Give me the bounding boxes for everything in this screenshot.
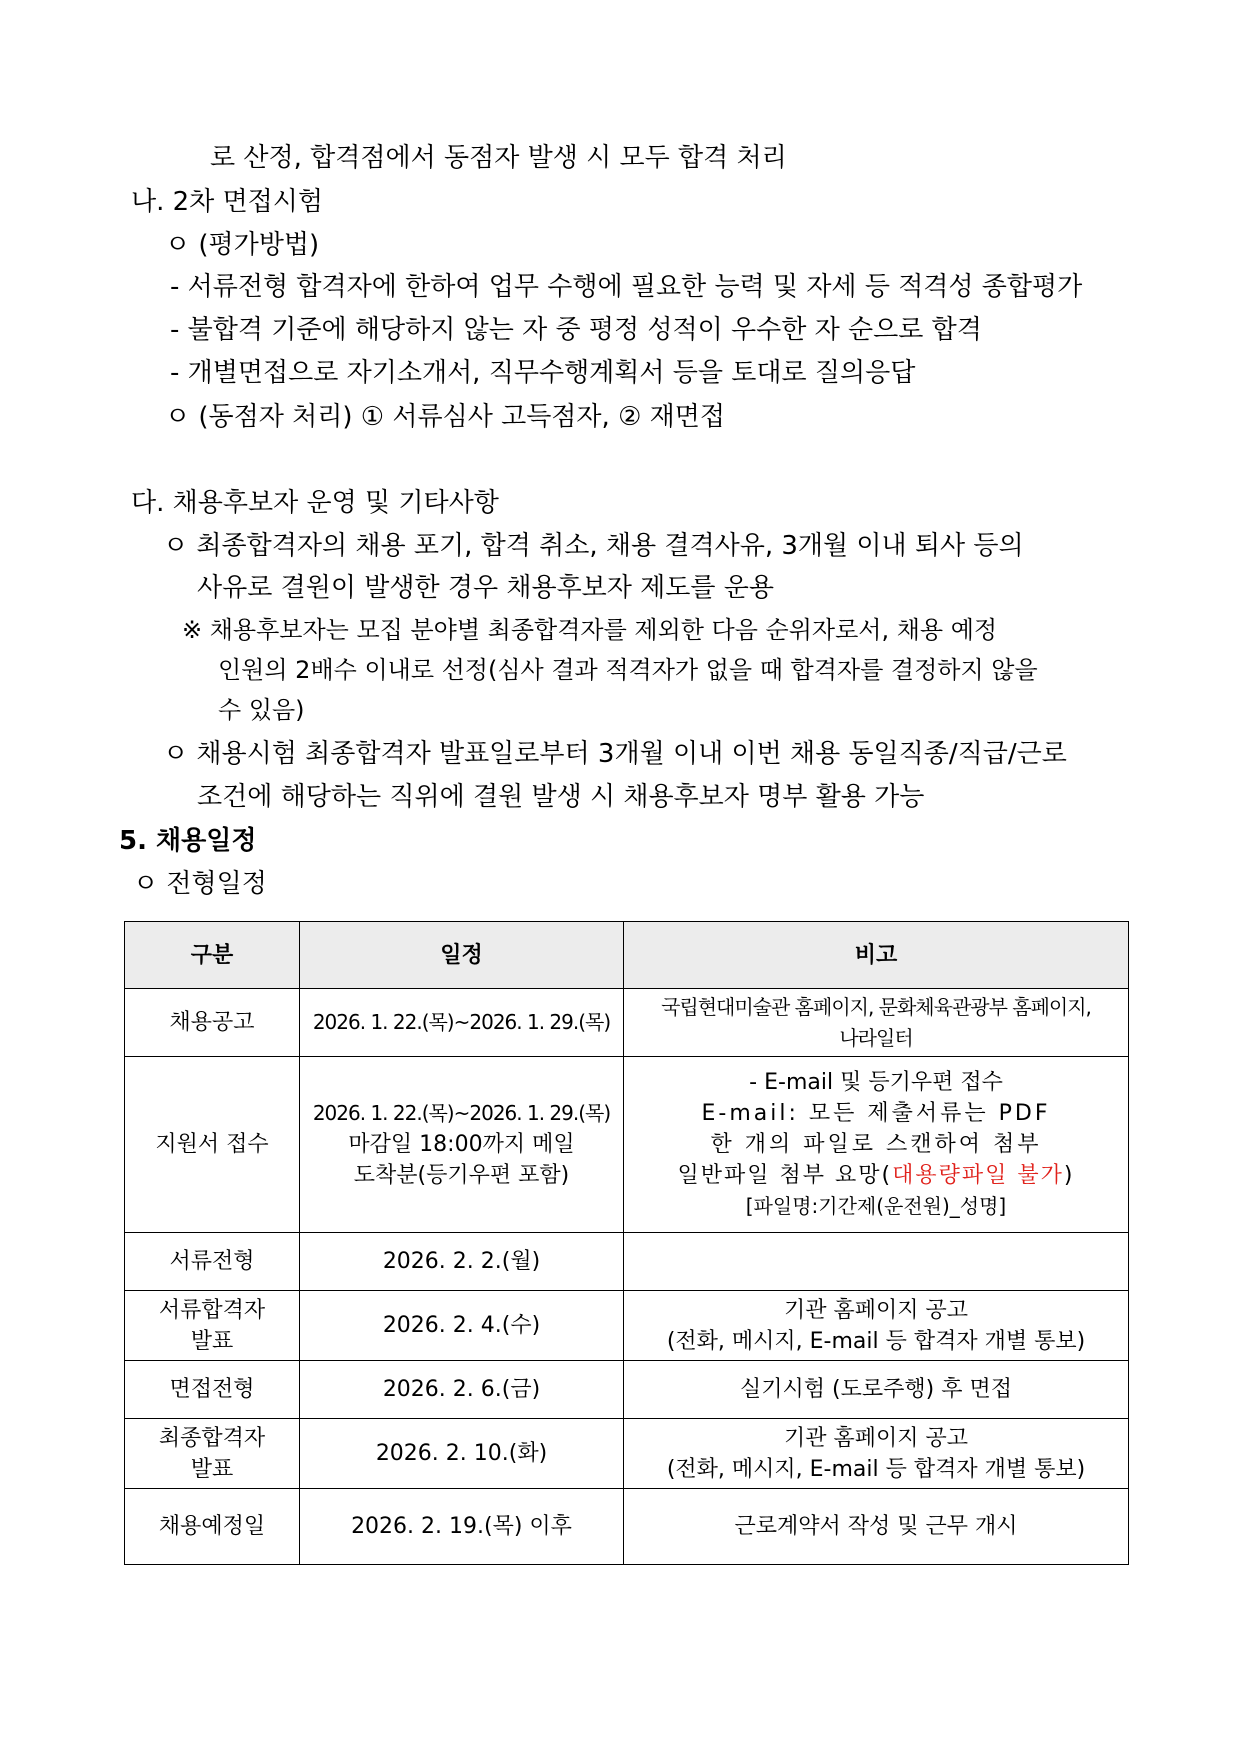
text-line: ㅇ 최종합격자의 채용 포기, 합격 취소, 채용 결격사유, 3개월 이내 퇴사 등의 — [163, 531, 1024, 561]
note-line: 기관 홈페이지 공고 — [783, 1425, 968, 1451]
schedule-line: 도착분(등기우편 포함) — [353, 1163, 570, 1188]
table-row — [125, 989, 1129, 1057]
section-heading-da: 다. 채용후보자 운영 및 기타사항 — [131, 488, 499, 518]
bullet-eval-method: ㅇ (평가방법) — [165, 230, 320, 260]
cell-note: 실기시험 (도로주행) 후 면접 — [624, 1361, 1129, 1419]
category-line: 발표 — [190, 1328, 234, 1354]
header-schedule: 일정 — [300, 922, 624, 989]
cell-category: 지원서 접수 — [125, 1057, 300, 1233]
cell-note — [624, 1291, 1129, 1361]
note-line: 국립현대미술관 홈페이지, 문화체육관광부 홈페이지, — [661, 994, 1091, 1019]
schedule-line: 2026. 1. 22.(목)~2026. 1. 29.(목) — [312, 1101, 611, 1125]
table-row — [125, 1057, 1129, 1233]
note-line: (전화, 메시지, E-mail 등 합격자 개별 통보) — [666, 1328, 1086, 1354]
text-line: 사유로 결원이 발생한 경우 채용후보자 제도를 운용 — [197, 573, 775, 603]
table-row — [125, 1291, 1129, 1361]
note-line: 한 개의 파일로 스캔하여 첨부 — [710, 1132, 1042, 1157]
table-row — [125, 1233, 1129, 1291]
note-line: E-mail: 모든 제출서류는 PDF — [701, 1101, 1051, 1126]
table-row — [125, 1361, 1129, 1419]
table-header-row — [125, 922, 1129, 989]
cell-category — [125, 1419, 300, 1489]
note-text: ) — [1063, 1163, 1075, 1188]
cell-schedule: 2026. 2. 19.(목) 이후 — [300, 1489, 624, 1565]
note-line — [630, 1160, 1122, 1191]
cell-note — [624, 1057, 1129, 1233]
schedule-table — [124, 921, 1129, 1565]
cell-schedule: 2026. 2. 6.(금) — [300, 1361, 624, 1419]
text-line: 조건에 해당하는 직위에 결원 발생 시 채용후보자 명부 활용 가능 — [197, 782, 925, 812]
cell-schedule: 2026. 2. 2.(월) — [300, 1233, 624, 1291]
section-heading-na: 나. 2차 면접시험 — [131, 187, 324, 217]
cell-category: 채용예정일 — [125, 1489, 300, 1565]
note-text: 일반파일 첨부 요망( — [677, 1163, 893, 1188]
note-line: - E-mail 및 등기우편 접수 — [749, 1070, 1003, 1095]
cell-category — [125, 1291, 300, 1361]
cell-note: 근로계약서 작성 및 근무 개시 — [624, 1489, 1129, 1565]
cell-schedule: 2026. 2. 4.(수) — [300, 1291, 624, 1361]
bullet-tie-handling: ㅇ (동점자 처리) ① 서류심사 고득점자, ② 재면접 — [165, 402, 725, 432]
cell-category: 채용공고 — [125, 989, 300, 1057]
schedule-line: 마감일 18:00까지 메일 — [348, 1132, 575, 1157]
section-title-schedule: 5. 채용일정 — [119, 826, 257, 856]
cell-note — [624, 1419, 1129, 1489]
cell-category: 서류전형 — [125, 1233, 300, 1291]
text-line: - 서류전형 합격자에 한하여 업무 수행에 필요한 능력 및 자세 등 적격성 종합평가 — [170, 272, 1083, 302]
header-category: 구분 — [125, 922, 300, 989]
category-line: 최종합격자 — [158, 1425, 266, 1451]
category-line: 서류합격자 — [158, 1297, 266, 1323]
note-line: 수 있음) — [218, 696, 305, 724]
note-line: 인원의 2배수 이내로 선정(심사 결과 적격자가 없을 때 합격자를 결정하지 않을 — [218, 656, 1038, 684]
header-note: 비고 — [624, 922, 1129, 989]
text-line: 로 산정, 합격점에서 동점자 발생 시 모두 합격 처리 — [210, 143, 787, 173]
note-line: [파일명:기간제(운전원)_성명] — [745, 1194, 1007, 1218]
cell-note — [624, 1233, 1129, 1291]
note-line: 나라일터 — [839, 1025, 913, 1050]
text-line: ㅇ 채용시험 최종합격자 발표일로부터 3개월 이내 이번 채용 동일직종/직급/근로 — [163, 739, 1067, 769]
note-line: ※ 채용후보자는 모집 분야별 최종합격자를 제외한 다음 순위자로서, 채용 예정 — [182, 616, 998, 644]
text-line: - 불합격 기준에 해당하지 않는 자 중 평정 성적이 우수한 자 순으로 합격 — [170, 315, 982, 345]
cell-category: 면접전형 — [125, 1361, 300, 1419]
table-row — [125, 1419, 1129, 1489]
cell-note — [624, 989, 1129, 1057]
cell-schedule — [300, 1057, 624, 1233]
table-row — [125, 1489, 1129, 1565]
cell-schedule: 2026. 2. 10.(화) — [300, 1419, 624, 1489]
category-line: 발표 — [190, 1456, 234, 1482]
cell-schedule: 2026. 1. 22.(목)~2026. 1. 29.(목) — [300, 989, 624, 1057]
note-line: 기관 홈페이지 공고 — [783, 1297, 968, 1323]
note-warning-text: 대용량파일 불가 — [892, 1163, 1064, 1188]
text-line: - 개별면접으로 자기소개서, 직무수행계획서 등을 토대로 질의응답 — [170, 358, 916, 388]
note-line: (전화, 메시지, E-mail 등 합격자 개별 통보) — [666, 1456, 1086, 1482]
subsection-title: ㅇ 전형일정 — [133, 869, 267, 899]
